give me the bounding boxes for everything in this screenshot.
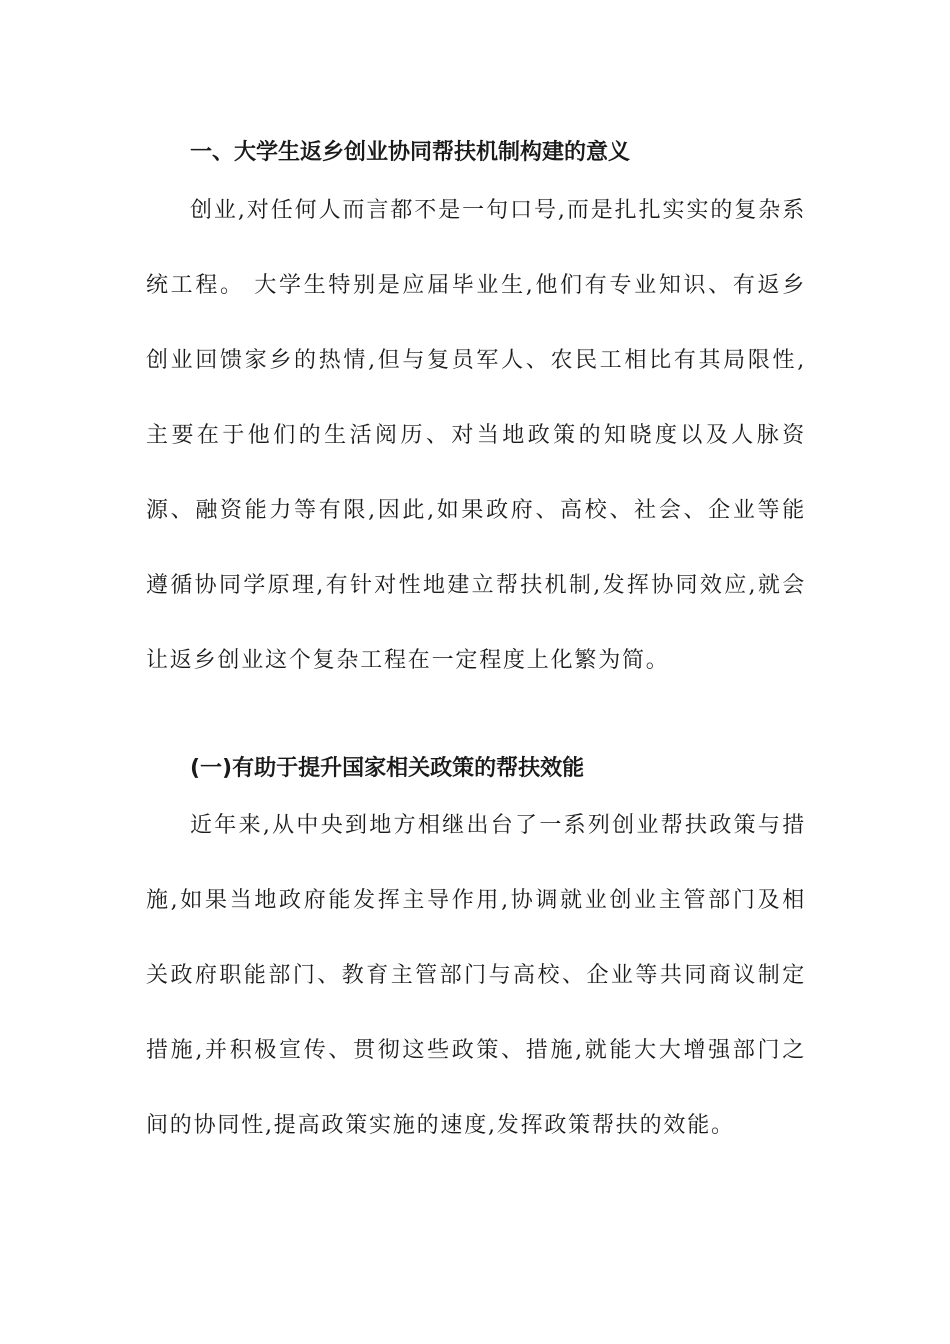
section-paragraph-significance: 创业,对任何人而言都不是一句口号,而是扎扎实实的复杂系统工程。 大学生特别是应届毕业生,他们有专业知识、有返乡创业回馈家乡的热情,但与复员军人、农民工相比有其局限性,主要在于他们的生活阅历、对当地政策的知晓度以及人脉资源、融资能力等有限,因此,如果政府、高校、社会、企业等能遵循协同学原理,有针对性地建立帮扶机制,发挥协同效应,就会让返乡创业这个复杂工程在一定程度上化繁为简。 [146,198,806,673]
subsection-heading-policy-efficiency: (一)有助于提升国家相关政策的帮扶效能 [190,756,585,781]
subsection-paragraph-policy-efficiency: 近年来,从中央到地方相继出台了一系列创业帮扶政策与措施,如果当地政府能发挥主导作用,协调就业创业主管部门及相关政府职能部门、教育主管部门与高校、企业等共同商议制定措施,并积极宣传、贯彻这些政策、措施,就能大大增强部门之间的协同性,提高政策实施的速度,发挥政策帮扶的效能。 [146,813,806,1138]
section-heading-significance: 一、大学生返乡创业协同帮扶机制构建的意义 [190,140,631,165]
